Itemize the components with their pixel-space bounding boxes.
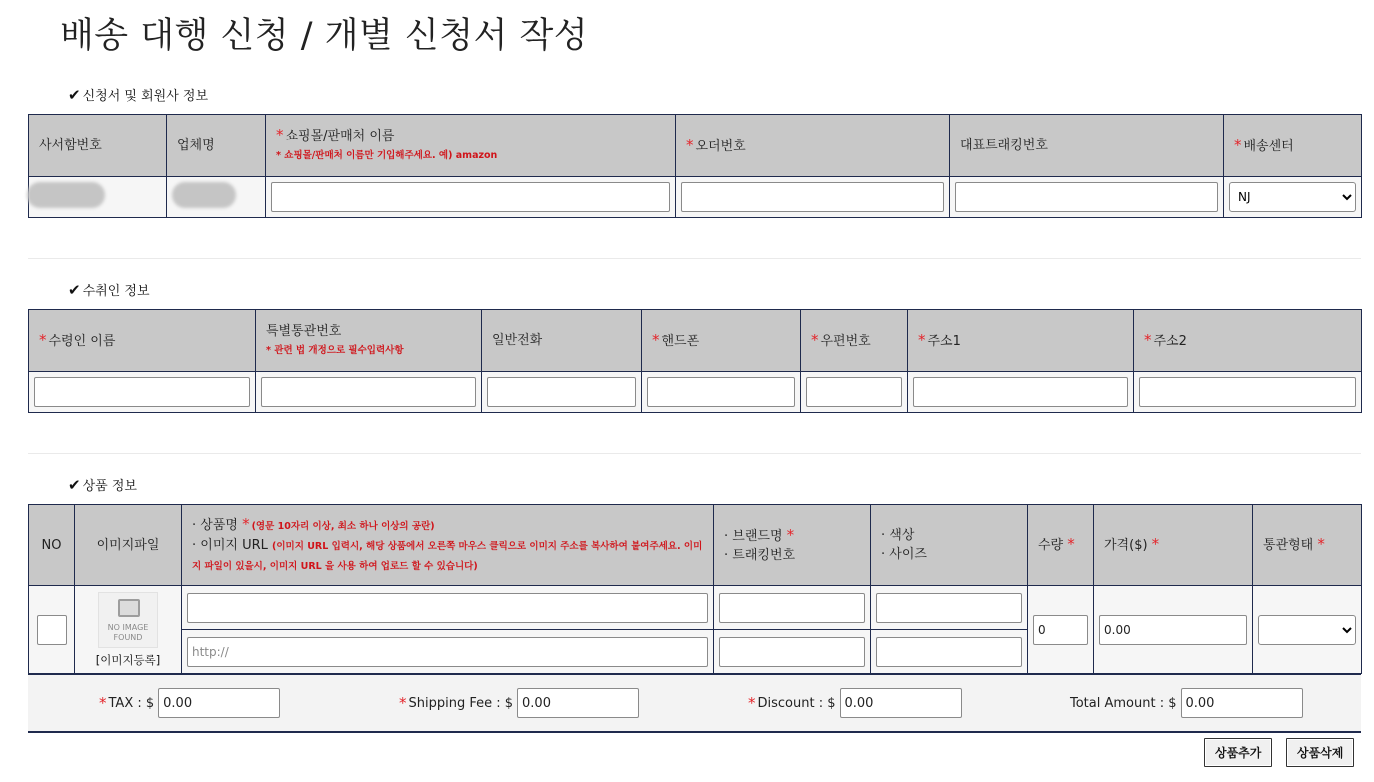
product-name-input[interactable]: [187, 593, 708, 623]
header-product-name: · 상품명 * (영문 10자리 이상, 최소 하나 이상의 공란) · 이미지 URL (이미지 URL 입력시, 해당 상품에서 오른쪽 마우스 클릭으로 이미지 주소를 복사하여 붙여주세요. 이미지 파일이 있을시, 이미지 URL 을 사용 하여 업로드 할 수 있습니다): [182, 505, 714, 586]
qty-input[interactable]: [1033, 615, 1088, 645]
product-table: [28, 504, 1362, 674]
header-shop: * 쇼핑몰/판매처 이름 * 쇼핑몰/판매처 이름만 기입해주세요. 예) amazon: [266, 115, 676, 177]
order-no-input[interactable]: [681, 182, 944, 212]
required-mark: *: [276, 126, 284, 144]
row-select-checkbox[interactable]: [37, 615, 67, 645]
brand-input[interactable]: [719, 593, 865, 623]
page-title: 배송 대행 신청 / 개별 신청서 작성: [60, 16, 589, 56]
header-order-no: * 오더번호: [676, 115, 950, 177]
shop-note: * 쇼핑몰/판매처 이름만 기입해주세요. 예) amazon: [276, 150, 498, 161]
image-register-link[interactable]: [이미지등록]: [95, 652, 161, 667]
po-box-value: [29, 177, 167, 218]
tracking-no-input[interactable]: [719, 637, 865, 667]
checkmark-icon: ✔: [68, 281, 81, 299]
header-customs-type: 통관형태 *: [1253, 505, 1362, 586]
header-image-file: 이미지파일: [75, 505, 182, 586]
center-select[interactable]: [1229, 182, 1356, 212]
redacted-value: [27, 182, 105, 208]
customs-code-input[interactable]: [261, 377, 476, 407]
color-input[interactable]: [876, 593, 1022, 623]
header-qty: 수량 *: [1028, 505, 1094, 586]
discount-field: * Discount : $ 0.00: [748, 688, 962, 718]
shipping-input[interactable]: [517, 688, 639, 718]
price-input[interactable]: [1099, 615, 1247, 645]
customs-note: * 관련 법 개정으로 필수입력사항: [266, 344, 404, 356]
image-icon: [118, 599, 140, 617]
table-row: [29, 586, 1362, 630]
delete-product-button[interactable]: 상품삭제: [1286, 738, 1354, 767]
section-title-applicant: ✔ 신청서 및 회원사 정보: [68, 86, 208, 104]
divider: [28, 453, 1361, 454]
address2-input[interactable]: [1139, 377, 1356, 407]
image-url-input[interactable]: [187, 637, 708, 667]
section-title-product: ✔ 상품 정보: [68, 476, 137, 494]
header-center: * 배송센터: [1224, 115, 1362, 177]
add-product-button[interactable]: 상품추가: [1204, 738, 1272, 767]
mobile-input[interactable]: [647, 377, 795, 407]
recipient-name-input[interactable]: [34, 377, 250, 407]
header-phone: 일반전화: [482, 310, 642, 372]
phone-input[interactable]: [487, 377, 636, 407]
divider: [28, 258, 1361, 259]
header-customs-code: 특별통관번호 * 관련 법 개정으로 필수입력사항: [256, 310, 482, 372]
header-address2: * 주소2: [1134, 310, 1362, 372]
header-tracking: 대표트래킹번호: [950, 115, 1224, 177]
image-url-note: (이미지 URL 입력시, 해당 상품에서 오른쪽 마우스 클릭으로 이미지 주소를 복사하여 붙여주세요. 이미지 파일이 있을시, 이미지 URL 을 사용 하여 업로드 할 수 있습니다): [192, 540, 703, 572]
header-price: 가격($) *: [1094, 505, 1253, 586]
shop-name-input[interactable]: [271, 182, 670, 212]
recipient-table: [28, 309, 1362, 413]
tax-field: * TAX : $ 0.00: [99, 688, 280, 718]
total-field: Total Amount : $ 0.00: [1070, 688, 1303, 718]
discount-input[interactable]: [840, 688, 962, 718]
header-po-box: 사서함번호: [29, 115, 167, 177]
redacted-value: [172, 182, 236, 208]
size-input[interactable]: [876, 637, 1022, 667]
header-address1: * 주소1: [908, 310, 1134, 372]
no-image-placeholder: NO IMAGE FOUND: [98, 592, 158, 648]
checkmark-icon: ✔: [68, 86, 81, 104]
header-zip: * 우편번호: [801, 310, 908, 372]
header-color-size: · 색상 · 사이즈: [871, 505, 1028, 586]
total-input[interactable]: [1181, 688, 1303, 718]
header-mobile: * 핸드폰: [642, 310, 801, 372]
customs-type-select[interactable]: [1258, 615, 1356, 645]
tracking-input[interactable]: [955, 182, 1218, 212]
totals-bar: [28, 674, 1361, 733]
checkmark-icon: ✔: [68, 476, 81, 494]
applicant-table: [28, 114, 1362, 218]
address1-input[interactable]: [913, 377, 1128, 407]
header-company: 업체명: [167, 115, 266, 177]
header-brand-tracking: · 브랜드명 * · 트래킹번호: [714, 505, 871, 586]
shipping-field: * Shipping Fee : $ 0.00: [399, 688, 639, 718]
header-recipient-name: * 수령인 이름: [29, 310, 256, 372]
tax-input[interactable]: [158, 688, 280, 718]
company-value: [167, 177, 266, 218]
header-no: NO: [29, 505, 75, 586]
zip-input[interactable]: [806, 377, 902, 407]
section-title-recipient: ✔ 수취인 정보: [68, 281, 150, 299]
